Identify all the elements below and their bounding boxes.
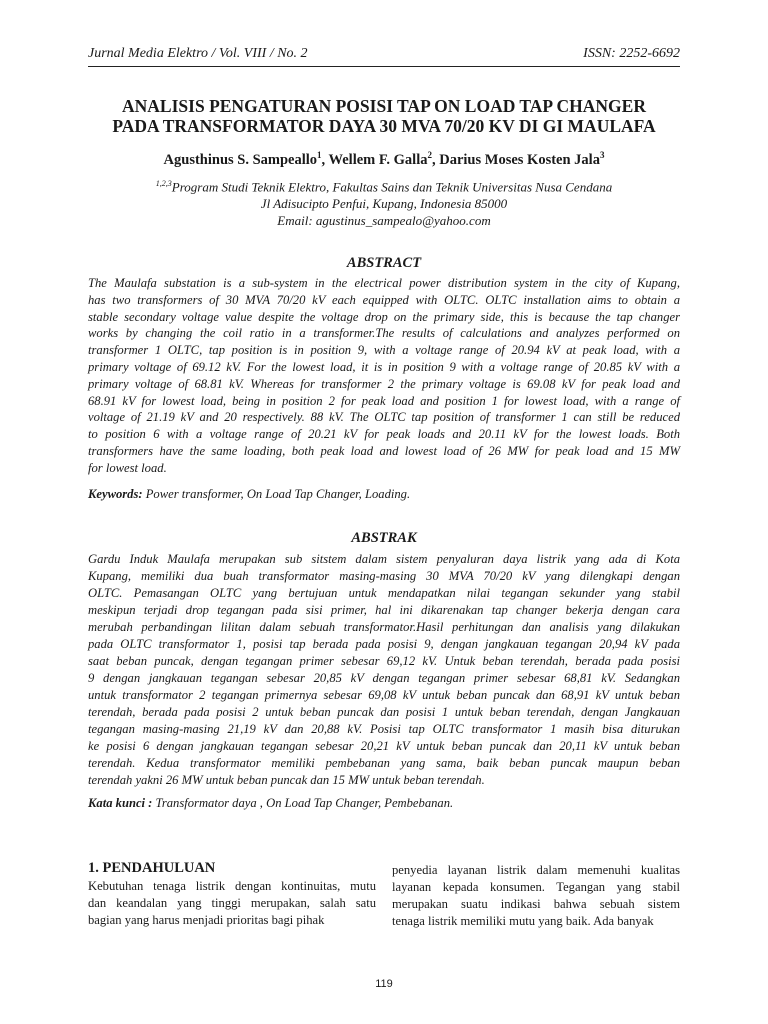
affiliation-line-1: Program Studi Teknik Elektro, Fakultas Sains dan Teknik Universitas Nusa Cendana	[171, 179, 613, 195]
abstrak-line: merubah perbandingan lilitan dalam sebuah transformator.Hasil perhitungan dan analisis yang dilakukan	[88, 620, 680, 634]
keywords	[88, 487, 680, 502]
author-2: Wellem F. Galla	[328, 151, 428, 168]
abstrak-line: tegangan masing-masing 21,19 kV dan 20,88 kV. Posisi tap OLTC transformator 1 masih bisa diturukan	[88, 722, 680, 736]
running-header	[88, 46, 680, 62]
abstrak-line: Kupang, memiliki dua buah transformator masing-masing 30 MVA 70/20 kV yang dilengkapi dengan	[88, 569, 680, 583]
affiliation	[88, 175, 680, 229]
intro-left-column	[88, 860, 376, 929]
abstract-line: transformer 1 OLTC, tap position is in position 9, with a voltage range of 20.94 kV at peak load, with a	[88, 343, 680, 358]
abstract-line: works by changing the coil ratio in a transformer.The results of calculations and analyzes performed on	[88, 326, 680, 341]
body-text-line: dan keandalan yang tinggi merupakan, salah satu	[88, 896, 376, 910]
author-3: Darius Moses Kosten Jala	[439, 151, 600, 168]
body-text-line: penyedia layanan listrik dalam memenuhi kualitas	[392, 863, 680, 877]
section-heading-pendahuluan: 1. PENDAHULUAN	[88, 860, 216, 876]
author-separator: ,	[321, 151, 329, 168]
author-1-sup: 1	[317, 150, 322, 160]
title-line-1: ANALISIS PENGATURAN POSISI TAP ON LOAD TAP CHANGER	[122, 96, 646, 116]
abstract-line: voltage of 21.19 kV and 20 respectively. 88 kV. The OLTC tap position of transformer 1 can still be reduced	[88, 410, 680, 425]
author-3-sup: 3	[599, 150, 605, 160]
issn: ISSN: 2252-6692	[583, 46, 680, 61]
body-text-line: bagian yang harus menjadi prioritas bagi pihak	[88, 913, 325, 927]
abstract-line: stable secondary voltage value despite the voltage drop on the primary side, this is because the tap changer	[88, 309, 680, 324]
abstract-heading: ABSTRACT	[346, 255, 422, 271]
abstrak-line: terendah yakni 26 MW untuk beban puncak dan 15 MW untuk beban terendah.	[88, 773, 485, 787]
body-text-line: merupakan suatu indikasi bahwa sebuah sistem	[392, 897, 680, 911]
author-1: Agusthinus S. Sampeallo	[163, 151, 318, 168]
title-line-2: PADA TRANSFORMATOR DAYA 30 MVA 70/20 KV DI GI MAULAFA	[112, 116, 656, 136]
abstrak-line: OLTC. Pemasangan OLTC yang bertujuan untuk mendapatkan nilai tegangan sekunder yang stabil	[88, 586, 680, 600]
paper-title	[88, 96, 680, 136]
abstract-line: 68.91 kV for lowest load, being in position 2 for peak load and position 1 for lowest load, with a range of	[88, 393, 680, 408]
abstrak-line: terendah. Kedua transformator memiliki pembebanan yang sama, baik beban puncak maupun beban	[88, 756, 680, 770]
abstrak-line: untuk transformator 2 tegangan primernya sebesar 69,08 kV untuk beban puncak dan 68,91 kV untuk beban	[88, 688, 680, 702]
page-number: 119	[375, 978, 393, 990]
affiliation-sup: 1,2,3	[155, 179, 172, 188]
author-2-sup: 2	[427, 150, 432, 160]
abstract-line: to position 6 with a voltage range of 20.21 kV for peak loads and 20.11 kV for the lowest loads. Both	[88, 427, 680, 442]
abstrak-line: 9 dengan jangkauan tegangan sebesar 20,85 kV dengan tegangan primer sebesar 68,81 kV. Sedangkan	[88, 671, 680, 685]
abstract-line: transformers have the same loading, both peak load and lowest load of 26 MW for peak load and 15 MW	[88, 443, 680, 458]
abstract-indonesian	[88, 551, 680, 789]
body-text-line: tenaga listrik memiliki mutu yang baik. Ada banyak	[392, 914, 654, 928]
affiliation-email: Email: agustinus_sampealo@yahoo.com	[277, 213, 491, 229]
author-list	[88, 150, 680, 169]
journal-name: Jurnal Media Elektro / Vol. VIII / No. 2	[88, 46, 308, 61]
abstrak-line: saat beban puncak, dengan tegangan primer sebesar 69,12 kV. Untuk beban terendah, berada pada posisi	[88, 654, 680, 668]
abstract-line: for lowest load.	[88, 460, 167, 475]
abstrak-line: pada OLTC transformator 1, posisi tap berada pada posisi 9, dengan jangkauan tegangan 20,94 kV pada	[88, 637, 680, 651]
abstrak-line: terendah, berada pada posisi 2 untuk beban puncak dan posisi 1 untuk beban terendah, dengan Jangkauan	[88, 705, 680, 719]
author-separator: ,	[432, 151, 440, 168]
abstract-english	[88, 275, 680, 477]
abstrak-line: ke posisi 6 dengan jangkauan tegangan sebesar 20,21 kV untuk beban puncak dan 20,11 kV untuk beban	[88, 739, 680, 753]
keywords-label: Keywords:	[88, 487, 143, 501]
kata-kunci	[88, 796, 680, 811]
keywords-text: Power transformer, On Load Tap Changer, Loading.	[142, 487, 411, 501]
kata-kunci-label: Kata kunci :	[88, 796, 153, 810]
kata-kunci-text: Transformator daya , On Load Tap Changer, Pembebanan.	[152, 796, 454, 810]
body-text-line: layanan kepada konsumen. Tegangan yang stabil	[392, 880, 680, 894]
abstrak-line: Gardu Induk Maulafa merupakan sub sitstem dalam sistem penyaluran daya listrik yang ada di Kota	[88, 552, 680, 566]
abstract-line: primary voltage of 68.81 kV. Whereas for transformer 2 the primary voltage is 69.08 kV for peak load and	[88, 376, 680, 391]
abstract-line: has two transformers of 30 MVA 70/20 kV each equipped with OLTC. OLTC installation aims to obtain a	[88, 292, 680, 307]
body-text-line: Kebutuhan tenaga listrik dengan kontinuitas, mutu	[88, 879, 376, 893]
abstract-line: The Maulafa substation is a sub-system in the electrical power distribution system in the city of Kupang,	[88, 276, 680, 290]
header-rule	[88, 66, 680, 67]
intro-right-column	[392, 862, 680, 930]
abstrak-line: meskipun terjadi drop tegangan pada sisi primer, hal ini dikarenakan tap changer bekerja dengan cara	[88, 603, 680, 617]
affiliation-line-2: Jl Adisucipto Penfui, Kupang, Indonesia 85000	[260, 196, 508, 212]
abstrak-heading: ABSTRAK	[351, 530, 417, 546]
abstract-line: primary voltage of 69.12 kV. For the lowest load, it is in position 9 with a voltage range of 20.85 kV with a	[88, 359, 680, 374]
